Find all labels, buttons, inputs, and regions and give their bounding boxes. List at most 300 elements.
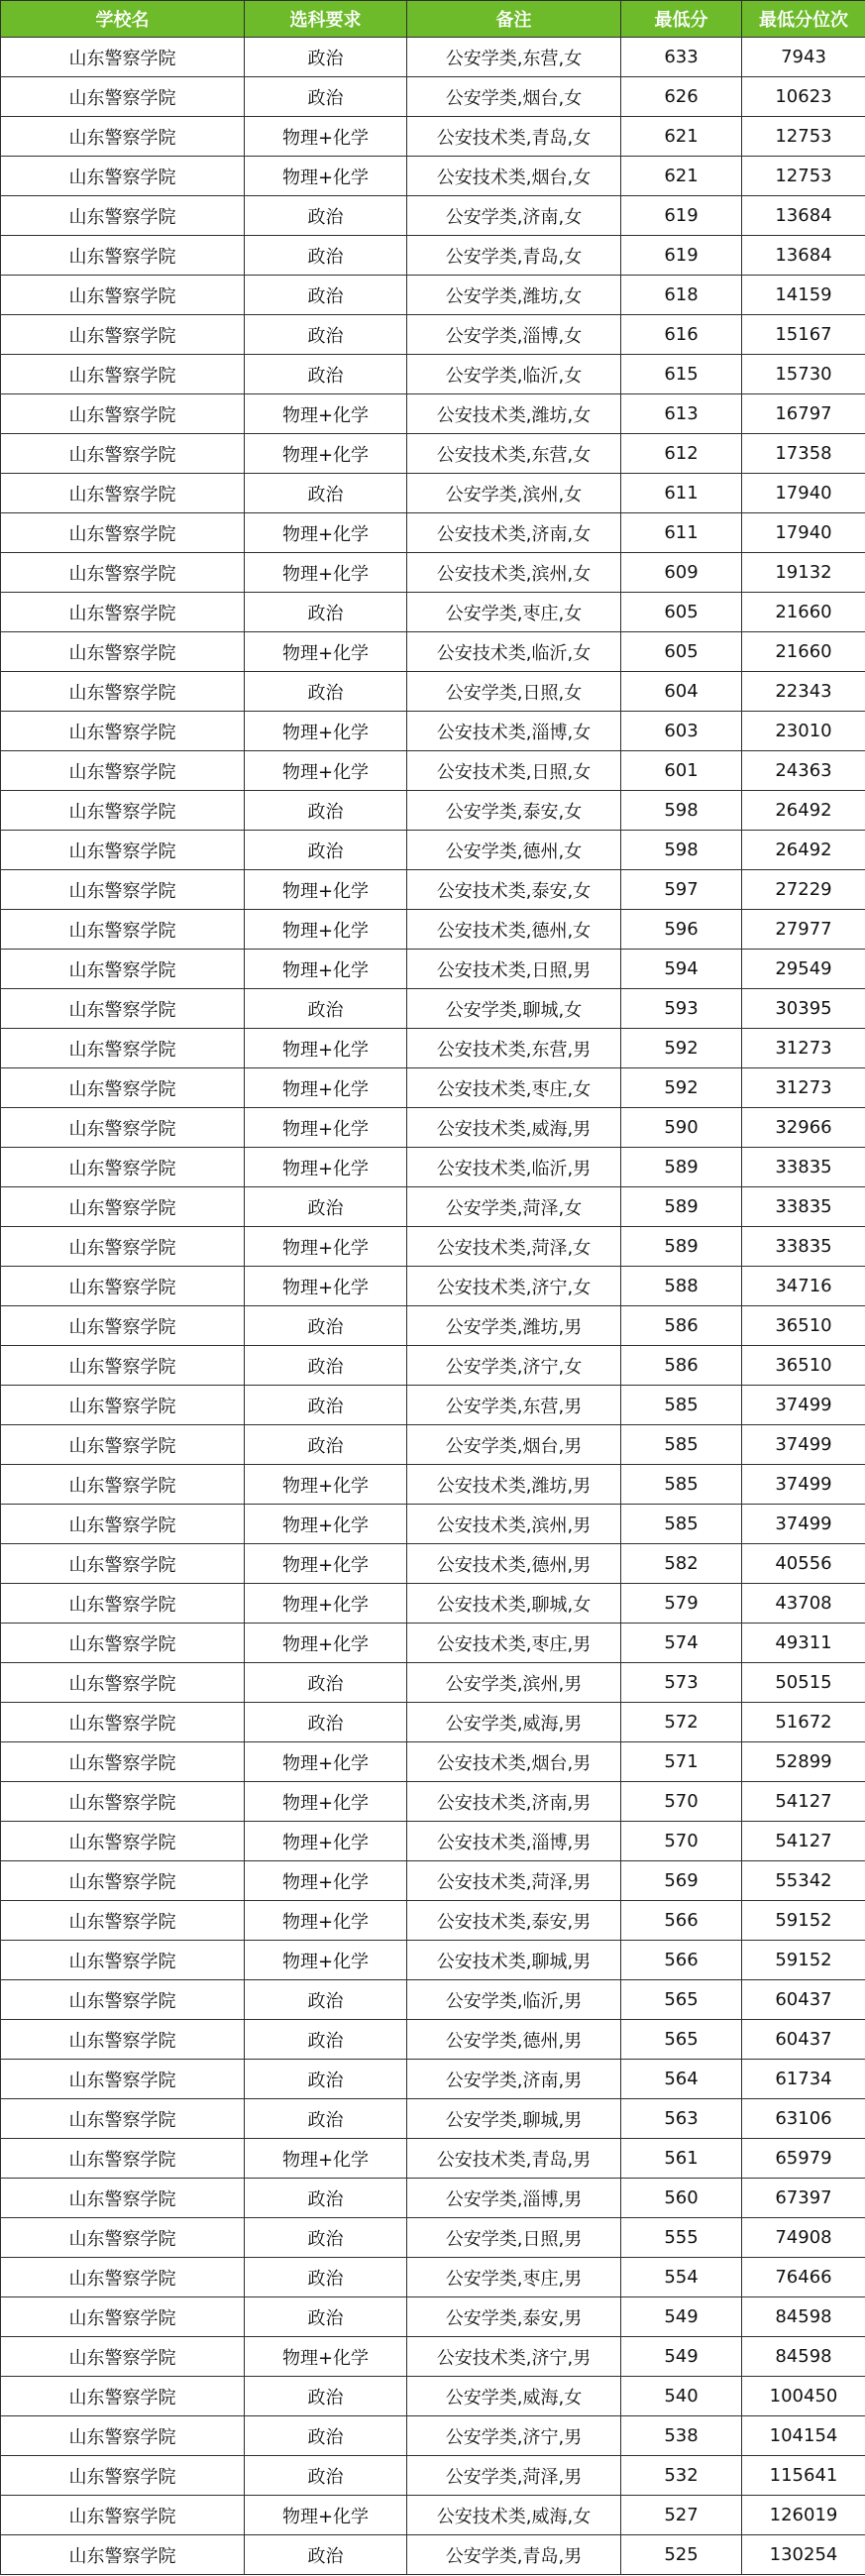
cell-min-score: 597: [621, 870, 742, 910]
cell-subject-requirement: 物理+化学: [245, 157, 407, 196]
cell-min-rank: 55342: [742, 1861, 865, 1901]
cell-subject-requirement: 政治: [245, 2377, 407, 2416]
header-row: [1, 1, 865, 38]
cell-min-rank: 74908: [742, 2218, 865, 2258]
cell-school: 山东警察学院: [1, 950, 245, 989]
cell-subject-requirement: 政治: [245, 1980, 407, 2020]
cell-min-rank: 54127: [742, 1822, 865, 1861]
cell-min-score: 585: [621, 1425, 742, 1465]
cell-note: 公安学类,菏泽,男: [407, 2456, 621, 2496]
header-min-rank: 最低分位次: [742, 1, 865, 38]
cell-min-rank: 10623: [742, 77, 865, 117]
cell-min-rank: 17940: [742, 513, 865, 553]
cell-min-rank: 27229: [742, 870, 865, 910]
cell-subject-requirement: 政治: [245, 1306, 407, 1346]
cell-min-score: 566: [621, 1941, 742, 1980]
cell-subject-requirement: 政治: [245, 831, 407, 870]
cell-min-score: 613: [621, 394, 742, 434]
cell-school: 山东警察学院: [1, 1624, 245, 1663]
cell-subject-requirement: 政治: [245, 38, 407, 77]
cell-school: 山东警察学院: [1, 870, 245, 910]
table-header: [1, 1, 865, 38]
cell-min-rank: 130254: [742, 2535, 865, 2575]
cell-min-rank: 52899: [742, 1742, 865, 1782]
cell-subject-requirement: 政治: [245, 672, 407, 712]
cell-school: 山东警察学院: [1, 1187, 245, 1227]
cell-min-rank: 26492: [742, 831, 865, 870]
table-row: [1, 2496, 865, 2535]
table-row: [1, 315, 865, 355]
cell-school: 山东警察学院: [1, 77, 245, 117]
cell-min-score: 616: [621, 315, 742, 355]
cell-subject-requirement: 政治: [245, 2535, 407, 2575]
table-row: [1, 1980, 865, 2020]
table-row: [1, 2139, 865, 2179]
cell-subject-requirement: 政治: [245, 1703, 407, 1742]
cell-min-rank: 60437: [742, 1980, 865, 2020]
table-row: [1, 355, 865, 394]
table-row: [1, 1584, 865, 1624]
cell-school: 山东警察学院: [1, 1306, 245, 1346]
cell-subject-requirement: 物理+化学: [245, 1029, 407, 1068]
table-row: [1, 1267, 865, 1306]
cell-school: 山东警察学院: [1, 1861, 245, 1901]
table-row: [1, 1782, 865, 1822]
cell-min-score: 621: [621, 157, 742, 196]
cell-note: 公安技术类,滨州,女: [407, 553, 621, 593]
cell-min-score: 598: [621, 791, 742, 831]
cell-note: 公安技术类,青岛,男: [407, 2139, 621, 2179]
cell-note: 公安学类,济宁,男: [407, 2416, 621, 2456]
table-row: [1, 1861, 865, 1901]
cell-note: 公安技术类,滨州,男: [407, 1505, 621, 1544]
cell-school: 山东警察学院: [1, 2377, 245, 2416]
cell-school: 山东警察学院: [1, 791, 245, 831]
table-row: [1, 1306, 865, 1346]
cell-note: 公安技术类,临沂,男: [407, 1148, 621, 1187]
cell-min-score: 569: [621, 1861, 742, 1901]
table-row: [1, 1505, 865, 1544]
header-note: 备注: [407, 1, 621, 38]
cell-school: 山东警察学院: [1, 1544, 245, 1584]
cell-note: 公安学类,济宁,女: [407, 1346, 621, 1386]
cell-min-rank: 59152: [742, 1941, 865, 1980]
cell-school: 山东警察学院: [1, 1267, 245, 1306]
cell-min-rank: 115641: [742, 2456, 865, 2496]
cell-school: 山东警察学院: [1, 1782, 245, 1822]
cell-note: 公安学类,威海,男: [407, 1703, 621, 1742]
cell-min-score: 633: [621, 38, 742, 77]
cell-min-rank: 37499: [742, 1386, 865, 1425]
table-row: [1, 117, 865, 157]
cell-school: 山东警察学院: [1, 2456, 245, 2496]
cell-subject-requirement: 物理+化学: [245, 2337, 407, 2377]
cell-subject-requirement: 物理+化学: [245, 1822, 407, 1861]
cell-min-rank: 49311: [742, 1624, 865, 1663]
cell-school: 山东警察学院: [1, 2060, 245, 2099]
cell-min-score: 540: [621, 2377, 742, 2416]
cell-subject-requirement: 政治: [245, 2020, 407, 2060]
cell-min-score: 572: [621, 1703, 742, 1742]
cell-min-score: 563: [621, 2099, 742, 2139]
cell-note: 公安技术类,东营,女: [407, 434, 621, 474]
cell-note: 公安学类,德州,女: [407, 831, 621, 870]
table-row: [1, 2337, 865, 2377]
table-row: [1, 751, 865, 791]
table-row: [1, 1108, 865, 1148]
cell-subject-requirement: 物理+化学: [245, 870, 407, 910]
cell-subject-requirement: 政治: [245, 1346, 407, 1386]
cell-subject-requirement: 政治: [245, 2258, 407, 2297]
cell-subject-requirement: 物理+化学: [245, 1624, 407, 1663]
table-row: [1, 434, 865, 474]
cell-min-score: 589: [621, 1227, 742, 1267]
table-row: [1, 553, 865, 593]
cell-min-rank: 30395: [742, 989, 865, 1029]
cell-note: 公安学类,青岛,男: [407, 2535, 621, 2575]
table-row: [1, 831, 865, 870]
cell-school: 山东警察学院: [1, 1068, 245, 1108]
cell-note: 公安技术类,菏泽,女: [407, 1227, 621, 1267]
cell-school: 山东警察学院: [1, 1941, 245, 1980]
cell-min-score: 585: [621, 1465, 742, 1505]
cell-min-score: 611: [621, 474, 742, 513]
cell-school: 山东警察学院: [1, 513, 245, 553]
cell-subject-requirement: 物理+化学: [245, 751, 407, 791]
cell-min-score: 579: [621, 1584, 742, 1624]
cell-note: 公安学类,潍坊,男: [407, 1306, 621, 1346]
cell-note: 公安技术类,枣庄,男: [407, 1624, 621, 1663]
cell-note: 公安学类,泰安,女: [407, 791, 621, 831]
cell-note: 公安技术类,济宁,女: [407, 1267, 621, 1306]
cell-subject-requirement: 政治: [245, 989, 407, 1029]
cell-min-score: 573: [621, 1663, 742, 1703]
cell-min-rank: 33835: [742, 1227, 865, 1267]
cell-min-rank: 67397: [742, 2179, 865, 2218]
cell-min-rank: 31273: [742, 1029, 865, 1068]
cell-min-rank: 23010: [742, 712, 865, 751]
cell-note: 公安技术类,济宁,男: [407, 2337, 621, 2377]
cell-subject-requirement: 物理+化学: [245, 2496, 407, 2535]
cell-min-score: 564: [621, 2060, 742, 2099]
cell-subject-requirement: 政治: [245, 77, 407, 117]
cell-min-rank: 27977: [742, 910, 865, 950]
cell-school: 山东警察学院: [1, 1901, 245, 1941]
cell-note: 公安学类,烟台,女: [407, 77, 621, 117]
cell-subject-requirement: 物理+化学: [245, 1861, 407, 1901]
cell-min-score: 619: [621, 196, 742, 236]
cell-min-score: 565: [621, 2020, 742, 2060]
cell-school: 山东警察学院: [1, 672, 245, 712]
cell-min-rank: 33835: [742, 1148, 865, 1187]
cell-school: 山东警察学院: [1, 712, 245, 751]
cell-school: 山东警察学院: [1, 2020, 245, 2060]
cell-note: 公安技术类,潍坊,女: [407, 394, 621, 434]
cell-min-score: 596: [621, 910, 742, 950]
cell-min-score: 605: [621, 593, 742, 632]
header-subject-requirement: 选科要求: [245, 1, 407, 38]
cell-school: 山东警察学院: [1, 38, 245, 77]
table-row: [1, 474, 865, 513]
cell-note: 公安技术类,日照,男: [407, 950, 621, 989]
cell-school: 山东警察学院: [1, 1742, 245, 1782]
cell-note: 公安学类,滨州,男: [407, 1663, 621, 1703]
cell-min-rank: 16797: [742, 394, 865, 434]
cell-min-rank: 43708: [742, 1584, 865, 1624]
cell-subject-requirement: 政治: [245, 276, 407, 315]
cell-school: 山东警察学院: [1, 2218, 245, 2258]
table-row: [1, 870, 865, 910]
cell-note: 公安学类,枣庄,女: [407, 593, 621, 632]
cell-min-score: 570: [621, 1822, 742, 1861]
table-row: [1, 236, 865, 276]
cell-subject-requirement: 政治: [245, 474, 407, 513]
cell-note: 公安学类,泰安,男: [407, 2297, 621, 2337]
cell-school: 山东警察学院: [1, 2139, 245, 2179]
header-school: 学校名: [1, 1, 245, 38]
table-row: [1, 1346, 865, 1386]
cell-subject-requirement: 政治: [245, 593, 407, 632]
cell-min-rank: 60437: [742, 2020, 865, 2060]
cell-subject-requirement: 物理+化学: [245, 712, 407, 751]
cell-min-rank: 84598: [742, 2297, 865, 2337]
cell-min-rank: 34716: [742, 1267, 865, 1306]
cell-min-rank: 12753: [742, 157, 865, 196]
cell-min-rank: 37499: [742, 1505, 865, 1544]
cell-note: 公安技术类,德州,女: [407, 910, 621, 950]
table-row: [1, 593, 865, 632]
cell-note: 公安学类,淄博,女: [407, 315, 621, 355]
cell-min-rank: 29549: [742, 950, 865, 989]
cell-note: 公安技术类,菏泽,男: [407, 1861, 621, 1901]
table-row: [1, 1624, 865, 1663]
cell-min-rank: 17940: [742, 474, 865, 513]
cell-school: 山东警察学院: [1, 1386, 245, 1425]
cell-min-rank: 14159: [742, 276, 865, 315]
cell-min-rank: 7943: [742, 38, 865, 77]
cell-min-score: 594: [621, 950, 742, 989]
cell-school: 山东警察学院: [1, 474, 245, 513]
cell-note: 公安技术类,威海,女: [407, 2496, 621, 2535]
cell-subject-requirement: 物理+化学: [245, 1584, 407, 1624]
cell-note: 公安学类,东营,女: [407, 38, 621, 77]
cell-min-score: 618: [621, 276, 742, 315]
cell-min-rank: 36510: [742, 1346, 865, 1386]
table-row: [1, 1901, 865, 1941]
table-row: [1, 394, 865, 434]
table-row: [1, 1742, 865, 1782]
cell-subject-requirement: 物理+化学: [245, 1108, 407, 1148]
cell-min-score: 574: [621, 1624, 742, 1663]
cell-min-score: 555: [621, 2218, 742, 2258]
cell-min-score: 605: [621, 632, 742, 672]
table-row: [1, 910, 865, 950]
cell-min-score: 532: [621, 2456, 742, 2496]
cell-min-score: 590: [621, 1108, 742, 1148]
cell-school: 山东警察学院: [1, 1346, 245, 1386]
table-row: [1, 157, 865, 196]
cell-note: 公安学类,聊城,女: [407, 989, 621, 1029]
cell-min-rank: 40556: [742, 1544, 865, 1584]
cell-school: 山东警察学院: [1, 1663, 245, 1703]
cell-min-score: 592: [621, 1029, 742, 1068]
cell-min-score: 609: [621, 553, 742, 593]
table-row: [1, 1544, 865, 1584]
cell-subject-requirement: 政治: [245, 2099, 407, 2139]
cell-subject-requirement: 政治: [245, 791, 407, 831]
cell-school: 山东警察学院: [1, 2258, 245, 2297]
cell-min-score: 525: [621, 2535, 742, 2575]
cell-subject-requirement: 物理+化学: [245, 394, 407, 434]
cell-subject-requirement: 物理+化学: [245, 434, 407, 474]
cell-subject-requirement: 政治: [245, 2416, 407, 2456]
cell-school: 山东警察学院: [1, 2297, 245, 2337]
cell-min-rank: 12753: [742, 117, 865, 157]
cell-min-rank: 61734: [742, 2060, 865, 2099]
cell-note: 公安学类,聊城,男: [407, 2099, 621, 2139]
cell-note: 公安技术类,烟台,女: [407, 157, 621, 196]
cell-note: 公安技术类,淄博,女: [407, 712, 621, 751]
table-row: [1, 712, 865, 751]
cell-min-score: 603: [621, 712, 742, 751]
cell-note: 公安技术类,东营,男: [407, 1029, 621, 1068]
cell-note: 公安技术类,青岛,女: [407, 117, 621, 157]
cell-school: 山东警察学院: [1, 1148, 245, 1187]
table-row: [1, 2297, 865, 2337]
cell-subject-requirement: 政治: [245, 1425, 407, 1465]
cell-note: 公安学类,德州,男: [407, 2020, 621, 2060]
cell-subject-requirement: 物理+化学: [245, 513, 407, 553]
cell-min-rank: 21660: [742, 632, 865, 672]
cell-min-rank: 33835: [742, 1187, 865, 1227]
cell-min-score: 589: [621, 1187, 742, 1227]
cell-school: 山东警察学院: [1, 2337, 245, 2377]
table-row: [1, 632, 865, 672]
cell-subject-requirement: 物理+化学: [245, 950, 407, 989]
cell-school: 山东警察学院: [1, 276, 245, 315]
cell-school: 山东警察学院: [1, 1227, 245, 1267]
cell-note: 公安技术类,聊城,男: [407, 1941, 621, 1980]
cell-min-score: 571: [621, 1742, 742, 1782]
cell-min-rank: 22343: [742, 672, 865, 712]
cell-note: 公安学类,济南,女: [407, 196, 621, 236]
table-row: [1, 791, 865, 831]
cell-note: 公安技术类,威海,男: [407, 1108, 621, 1148]
cell-min-rank: 84598: [742, 2337, 865, 2377]
cell-school: 山东警察学院: [1, 355, 245, 394]
table-row: [1, 1148, 865, 1187]
header-min-score: 最低分: [621, 1, 742, 38]
cell-min-rank: 15730: [742, 355, 865, 394]
cell-school: 山东警察学院: [1, 1029, 245, 1068]
cell-note: 公安学类,淄博,男: [407, 2179, 621, 2218]
cell-subject-requirement: 物理+化学: [245, 1782, 407, 1822]
cell-subject-requirement: 物理+化学: [245, 1267, 407, 1306]
cell-school: 山东警察学院: [1, 2416, 245, 2456]
cell-min-score: 565: [621, 1980, 742, 2020]
cell-min-score: 560: [621, 2179, 742, 2218]
cell-subject-requirement: 政治: [245, 315, 407, 355]
cell-min-score: 582: [621, 1544, 742, 1584]
cell-subject-requirement: 物理+化学: [245, 1544, 407, 1584]
cell-min-score: 593: [621, 989, 742, 1029]
cell-note: 公安学类,威海,女: [407, 2377, 621, 2416]
cell-min-rank: 54127: [742, 1782, 865, 1822]
cell-school: 山东警察学院: [1, 236, 245, 276]
table-row: [1, 989, 865, 1029]
cell-min-score: 621: [621, 117, 742, 157]
cell-min-score: 585: [621, 1386, 742, 1425]
cell-min-score: 611: [621, 513, 742, 553]
cell-school: 山东警察学院: [1, 831, 245, 870]
cell-min-score: 588: [621, 1267, 742, 1306]
table-row: [1, 2456, 865, 2496]
cell-note: 公安技术类,枣庄,女: [407, 1068, 621, 1108]
cell-min-score: 619: [621, 236, 742, 276]
cell-subject-requirement: 物理+化学: [245, 1742, 407, 1782]
cell-school: 山东警察学院: [1, 1505, 245, 1544]
cell-note: 公安学类,菏泽,女: [407, 1187, 621, 1227]
cell-note: 公安学类,日照,女: [407, 672, 621, 712]
cell-min-rank: 126019: [742, 2496, 865, 2535]
cell-school: 山东警察学院: [1, 157, 245, 196]
cell-min-rank: 59152: [742, 1901, 865, 1941]
cell-min-score: 561: [621, 2139, 742, 2179]
table-row: [1, 2060, 865, 2099]
cell-min-score: 586: [621, 1346, 742, 1386]
table-row: [1, 2020, 865, 2060]
table-row: [1, 1187, 865, 1227]
cell-subject-requirement: 物理+化学: [245, 1227, 407, 1267]
cell-note: 公安技术类,烟台,男: [407, 1742, 621, 1782]
cell-subject-requirement: 物理+化学: [245, 632, 407, 672]
cell-note: 公安学类,济南,男: [407, 2060, 621, 2099]
cell-min-score: 549: [621, 2337, 742, 2377]
cell-school: 山东警察学院: [1, 1980, 245, 2020]
table-row: [1, 196, 865, 236]
cell-school: 山东警察学院: [1, 2099, 245, 2139]
cell-subject-requirement: 政治: [245, 355, 407, 394]
cell-min-score: 570: [621, 1782, 742, 1822]
cell-min-rank: 21660: [742, 593, 865, 632]
table-row: [1, 2179, 865, 2218]
cell-min-rank: 50515: [742, 1663, 865, 1703]
table-row: [1, 1425, 865, 1465]
cell-school: 山东警察学院: [1, 553, 245, 593]
cell-min-score: 601: [621, 751, 742, 791]
cell-subject-requirement: 物理+化学: [245, 1068, 407, 1108]
cell-min-rank: 26492: [742, 791, 865, 831]
table-row: [1, 1227, 865, 1267]
cell-min-rank: 24363: [742, 751, 865, 791]
cell-min-rank: 65979: [742, 2139, 865, 2179]
cell-school: 山东警察学院: [1, 751, 245, 791]
cell-min-score: 527: [621, 2496, 742, 2535]
cell-subject-requirement: 物理+化学: [245, 910, 407, 950]
cell-subject-requirement: 政治: [245, 1663, 407, 1703]
cell-min-rank: 37499: [742, 1465, 865, 1505]
cell-note: 公安技术类,泰安,男: [407, 1901, 621, 1941]
cell-note: 公安学类,潍坊,女: [407, 276, 621, 315]
table-row: [1, 1663, 865, 1703]
cell-subject-requirement: 政治: [245, 2179, 407, 2218]
cell-min-rank: 13684: [742, 196, 865, 236]
cell-min-score: 554: [621, 2258, 742, 2297]
cell-note: 公安技术类,济南,女: [407, 513, 621, 553]
cell-school: 山东警察学院: [1, 1108, 245, 1148]
table-row: [1, 950, 865, 989]
cell-note: 公安技术类,德州,男: [407, 1544, 621, 1584]
